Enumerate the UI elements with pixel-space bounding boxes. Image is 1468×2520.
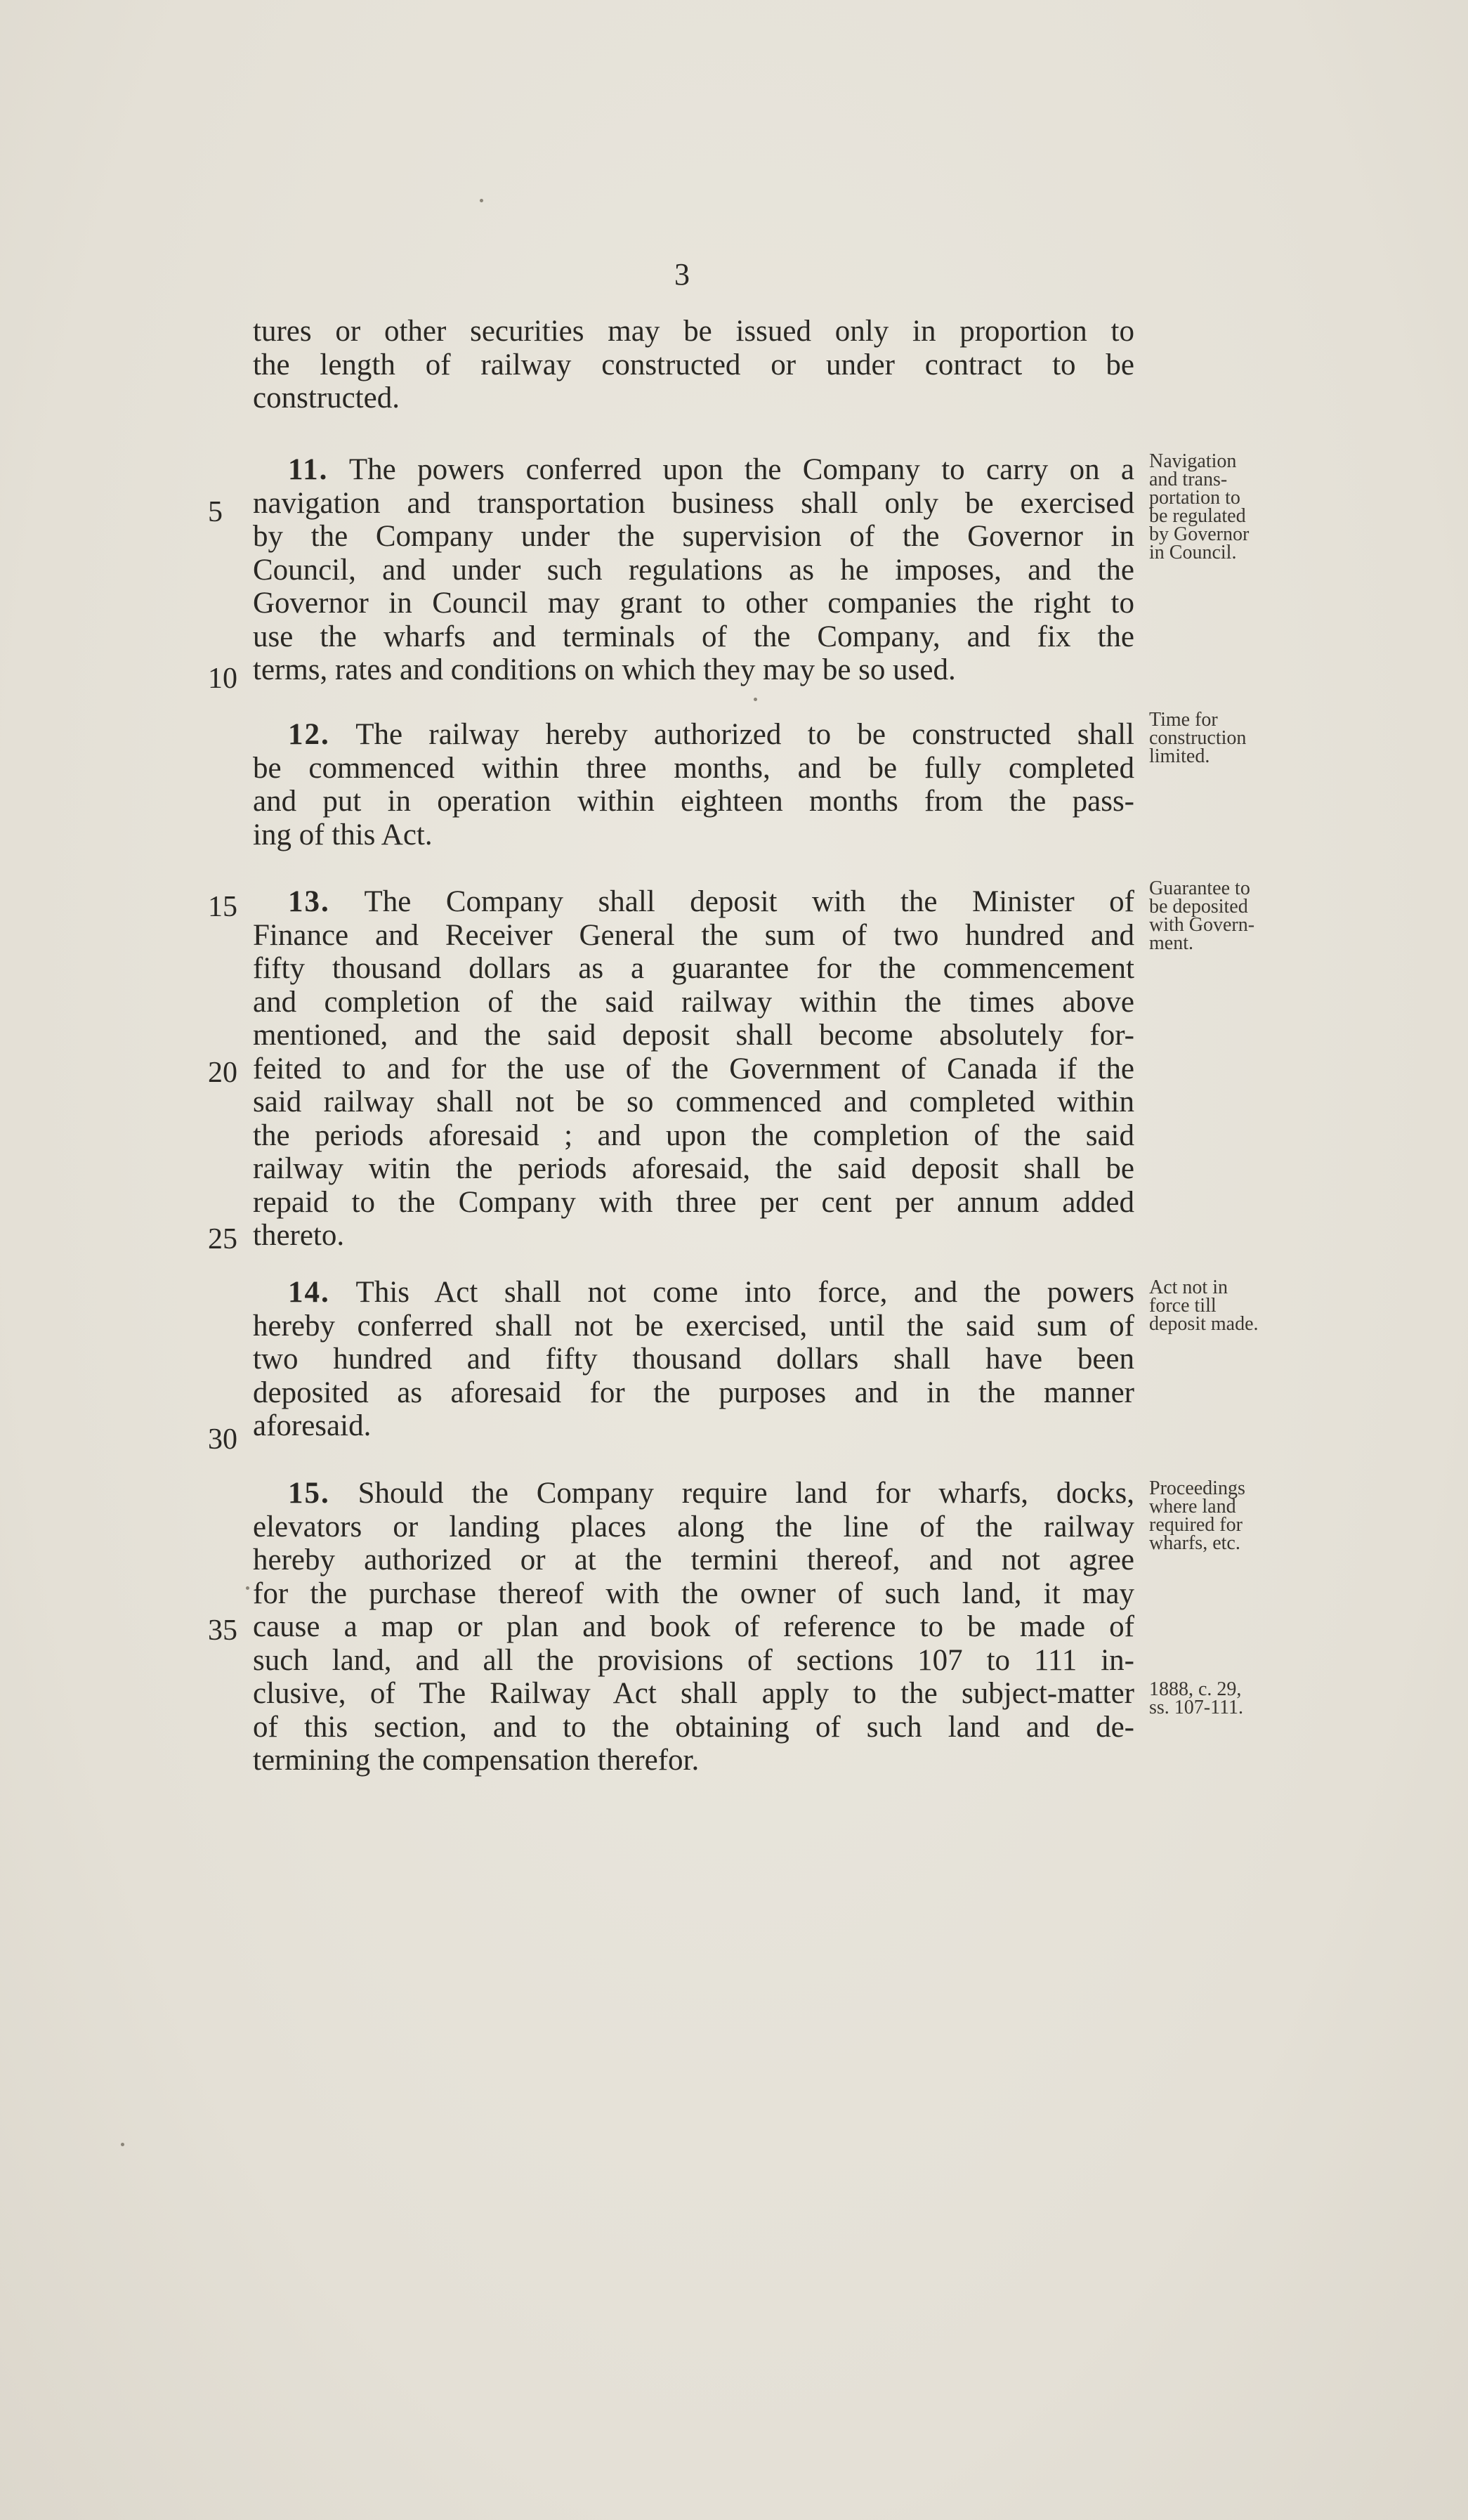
paper-speck: [480, 199, 483, 202]
text-line: of this section, and to the obtaining of such land and de-: [253, 1710, 1134, 1744]
text-line: constructed.: [253, 381, 400, 414]
note-line: by Governor: [1149, 523, 1250, 545]
section-number: 14.: [288, 1276, 330, 1309]
text-line: Finance and Receiver General the sum of two hundred and: [253, 918, 1134, 952]
note-line: be deposited: [1149, 896, 1248, 918]
text-line: fifty thousand dollars as a guarantee for the commencement: [253, 952, 1134, 985]
note-line: wharfs, etc.: [1149, 1532, 1240, 1554]
note-line: required for: [1149, 1514, 1243, 1536]
text-line: [253, 1477, 1134, 1510]
margin-note-guarantee: [1149, 877, 1304, 954]
note-line: Navigation: [1149, 450, 1237, 472]
note-line: in Council.: [1149, 542, 1237, 563]
text-line: mentioned, and the said deposit shall become absolutely for-: [253, 1019, 1134, 1052]
note-line: portation to: [1149, 487, 1240, 509]
text-line: the periods aforesaid ; and upon the completion of the said: [253, 1118, 1134, 1152]
note-line: and trans-: [1149, 469, 1228, 490]
line-number: 30: [208, 1423, 237, 1456]
note-line: deposit made.: [1149, 1313, 1259, 1335]
margin-note-proceedings: [1149, 1477, 1304, 1554]
text-line: terms, rates and conditions on which they may be so used.: [253, 653, 956, 686]
note-line: Proceedings: [1149, 1477, 1245, 1499]
paper-speck: [246, 1586, 249, 1590]
text-line: ing of this Act.: [253, 818, 433, 851]
section-number: 12.: [288, 718, 330, 751]
text-line: repaid to the Company with three per cent per annum added: [253, 1185, 1134, 1219]
text-fragment: Should the Company require land for wharfs, docks,: [329, 1477, 1134, 1510]
section-number: 11.: [288, 453, 329, 486]
text-line: the length of railway constructed or under contract to be: [253, 348, 1134, 381]
text-line: and completion of the said railway within the times above: [253, 985, 1134, 1019]
note-line: be regulated: [1149, 505, 1246, 527]
text-line: tures or other securities may be issued only in proportion to: [253, 315, 1134, 348]
text-fragment: The powers conferred upon the Company to carry on a: [328, 453, 1134, 486]
line-number: 5: [208, 496, 223, 528]
note-line: 1888, c. 29,: [1149, 1678, 1242, 1700]
note-line: Guarantee to: [1149, 877, 1250, 899]
text-line: deposited as aforesaid for the purposes and in the manner: [253, 1376, 1134, 1409]
section-number: 15.: [288, 1477, 330, 1510]
text-line: aforesaid.: [253, 1409, 372, 1442]
note-line: Act not in: [1149, 1277, 1228, 1298]
margin-note-construction: [1149, 711, 1304, 766]
text-line: said railway shall not be so commenced and completed within: [253, 1085, 1134, 1118]
text-line: clusive, of The Railway Act shall apply to the subject-matter: [253, 1677, 1134, 1710]
text-line: for the purchase thereof with the owner of such land, it may: [253, 1576, 1134, 1610]
section-14: [253, 1276, 1134, 1443]
note-line: where land: [1149, 1496, 1236, 1517]
section-number: 13.: [288, 885, 330, 918]
text-line: be commenced within three months, and be fully completed: [253, 751, 1134, 785]
note-line: construction: [1149, 727, 1247, 749]
text-line: and put in operation within eighteen months from the pass-: [253, 785, 1134, 818]
text-line: elevators or landing places along the line of the railway: [253, 1510, 1134, 1543]
note-line: Time for: [1149, 709, 1218, 731]
text-line: railway witin the periods aforesaid, the said deposit shall be: [253, 1152, 1134, 1185]
text-line: such land, and all the provisions of sections 107 to 111 in-: [253, 1643, 1134, 1677]
text-line: [253, 453, 1134, 487]
text-fragment: This Act shall not come into force, and the powers: [329, 1276, 1134, 1309]
text-line: Governor in Council may grant to other companies the right to: [253, 587, 1134, 620]
margin-note-citation: [1149, 1680, 1304, 1717]
text-line: Council, and under such regulations as he imposes, and the: [253, 553, 1134, 587]
section-11: [253, 453, 1134, 687]
text-line: hereby authorized or at the termini thereof, and not agree: [253, 1543, 1134, 1576]
text-line: two hundred and fifty thousand dollars shall have been: [253, 1343, 1134, 1376]
line-number: 15: [208, 891, 237, 923]
margin-note-navigation: [1149, 452, 1304, 562]
text-line: thereto.: [253, 1219, 345, 1252]
text-line: by the Company under the supervision of the Governor in: [253, 520, 1134, 553]
note-line: ment.: [1149, 932, 1193, 954]
paper-speck: [121, 2143, 124, 2146]
line-number: 10: [208, 662, 237, 695]
text-line: navigation and transportation business shall only be exercised: [253, 486, 1134, 520]
text-line: [253, 885, 1134, 919]
line-number: 25: [208, 1223, 237, 1255]
line-number: 20: [208, 1057, 237, 1089]
text-line: termining the compensation therefor.: [253, 1744, 700, 1777]
text-line: cause a map or plan and book of reference to be made of: [253, 1610, 1134, 1643]
text-line: hereby conferred shall not be exercised, until the said sum of: [253, 1309, 1134, 1343]
note-line: with Govern-: [1149, 914, 1255, 936]
section-12: [253, 718, 1134, 851]
section-15: [253, 1477, 1134, 1777]
page-number: 3: [674, 257, 690, 292]
text-line: [253, 1276, 1134, 1310]
paragraph-continuation: [253, 315, 1134, 415]
note-line: ss. 107-111.: [1149, 1697, 1244, 1718]
text-line: feited to and for the use of the Government of Canada if the: [253, 1052, 1134, 1085]
note-line: force till: [1149, 1295, 1217, 1317]
section-13: [253, 885, 1134, 1253]
text-line: [253, 718, 1134, 752]
text-line: use the wharfs and terminals of the Company, and fix the: [253, 620, 1134, 653]
note-line: limited.: [1149, 745, 1210, 767]
text-fragment: The Company shall deposit with the Minister of: [329, 885, 1134, 918]
line-number: 35: [208, 1614, 237, 1647]
paper-speck: [754, 698, 757, 701]
text-fragment: The railway hereby authorized to be constructed shall: [329, 718, 1134, 751]
margin-note-act-not-in-force: [1149, 1279, 1304, 1333]
